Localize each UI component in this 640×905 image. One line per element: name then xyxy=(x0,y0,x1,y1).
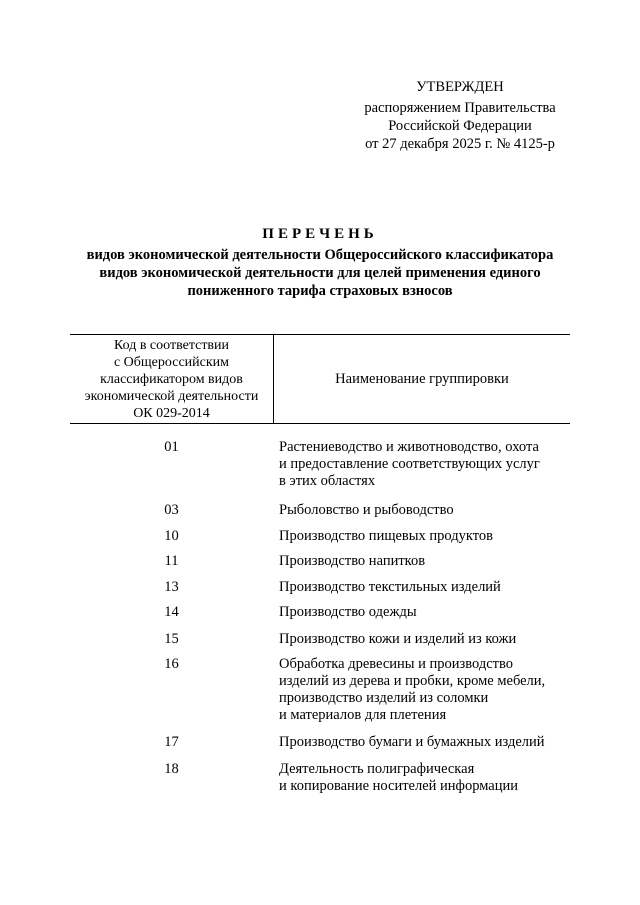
header-code-column xyxy=(70,335,274,423)
row-name xyxy=(273,528,570,545)
row-name xyxy=(273,502,570,519)
row-name-line: Обработка древесины и производство xyxy=(279,656,513,672)
header-code-line: экономической деятельности xyxy=(84,388,259,404)
table-row xyxy=(70,761,570,795)
row-name-line: изделий из дерева и пробки, кроме мебели, xyxy=(279,673,546,689)
table-row xyxy=(70,604,570,621)
row-name-line: Производство бумаги и бумажных изделий xyxy=(279,734,545,750)
approval-line: от 27 декабря 2025 г. № 4125-р xyxy=(365,136,555,152)
row-name xyxy=(273,656,570,724)
row-code: 18 xyxy=(164,761,179,777)
header-code-line: с Общероссийским xyxy=(113,354,230,370)
subtitle-line: видов экономической деятельности для целей применения единого xyxy=(99,265,541,281)
row-code: 16 xyxy=(164,656,179,672)
row-name xyxy=(273,734,570,751)
row-name xyxy=(273,631,570,648)
row-code: 17 xyxy=(164,734,179,750)
row-name xyxy=(273,579,570,596)
row-name xyxy=(273,553,570,570)
row-code: 13 xyxy=(164,579,179,595)
approval-block xyxy=(340,78,580,153)
row-code: 14 xyxy=(164,604,179,620)
subtitle-line: пониженного тарифа страховых взносов xyxy=(187,283,453,299)
row-code: 11 xyxy=(164,553,179,569)
row-name-line: и копирование носителей информации xyxy=(279,778,519,794)
table-row xyxy=(70,439,570,490)
row-code: 03 xyxy=(164,502,179,518)
table-row xyxy=(70,734,570,751)
header-code-line: ОК 029-2014 xyxy=(133,405,210,421)
row-code: 01 xyxy=(164,439,179,455)
table-header xyxy=(70,335,570,424)
row-name-line: производство изделий из соломки xyxy=(279,690,489,706)
row-code: 10 xyxy=(164,528,179,544)
header-code-line: классификатором видов xyxy=(100,371,243,387)
row-name xyxy=(273,604,570,621)
approval-heading: УТВЕРЖДЕН xyxy=(416,79,504,95)
document-subtitle xyxy=(60,246,580,300)
approval-line: распоряжением Правительства xyxy=(364,100,556,116)
row-name-line: Растениеводство и животноводство, охота xyxy=(279,439,539,455)
header-name-column: Наименование группировки xyxy=(335,370,509,387)
row-name-line: Производство напитков xyxy=(279,553,426,569)
row-name-line: Производство одежды xyxy=(279,604,417,620)
row-name-line: в этих областях xyxy=(279,473,376,489)
table-row xyxy=(70,553,570,570)
header-code-line: Код в соответствии xyxy=(113,337,230,353)
table-row xyxy=(70,631,570,648)
approval-line: Российской Федерации xyxy=(388,118,532,134)
row-name-line: и материалов для плетения xyxy=(279,707,447,723)
table-row xyxy=(70,656,570,724)
activity-table xyxy=(70,334,570,794)
subtitle-line: видов экономической деятельности Общероссийского классификатора xyxy=(86,247,554,263)
row-name-line: Производство пищевых продуктов xyxy=(279,528,493,544)
row-code: 15 xyxy=(164,631,179,647)
document-title: ПЕРЕЧЕНЬ xyxy=(262,226,378,242)
row-name-line: и предоставление соответствующих услуг xyxy=(279,456,540,472)
row-name-line: Деятельность полиграфическая xyxy=(279,761,475,777)
row-name-line: Производство текстильных изделий xyxy=(279,579,501,595)
row-name xyxy=(273,439,570,490)
table-row xyxy=(70,502,570,519)
table-row xyxy=(70,528,570,545)
row-name-line: Рыболовство и рыбоводство xyxy=(279,502,454,518)
table-row xyxy=(70,579,570,596)
row-name-line: Производство кожи и изделий из кожи xyxy=(279,631,517,647)
row-name xyxy=(273,761,570,795)
